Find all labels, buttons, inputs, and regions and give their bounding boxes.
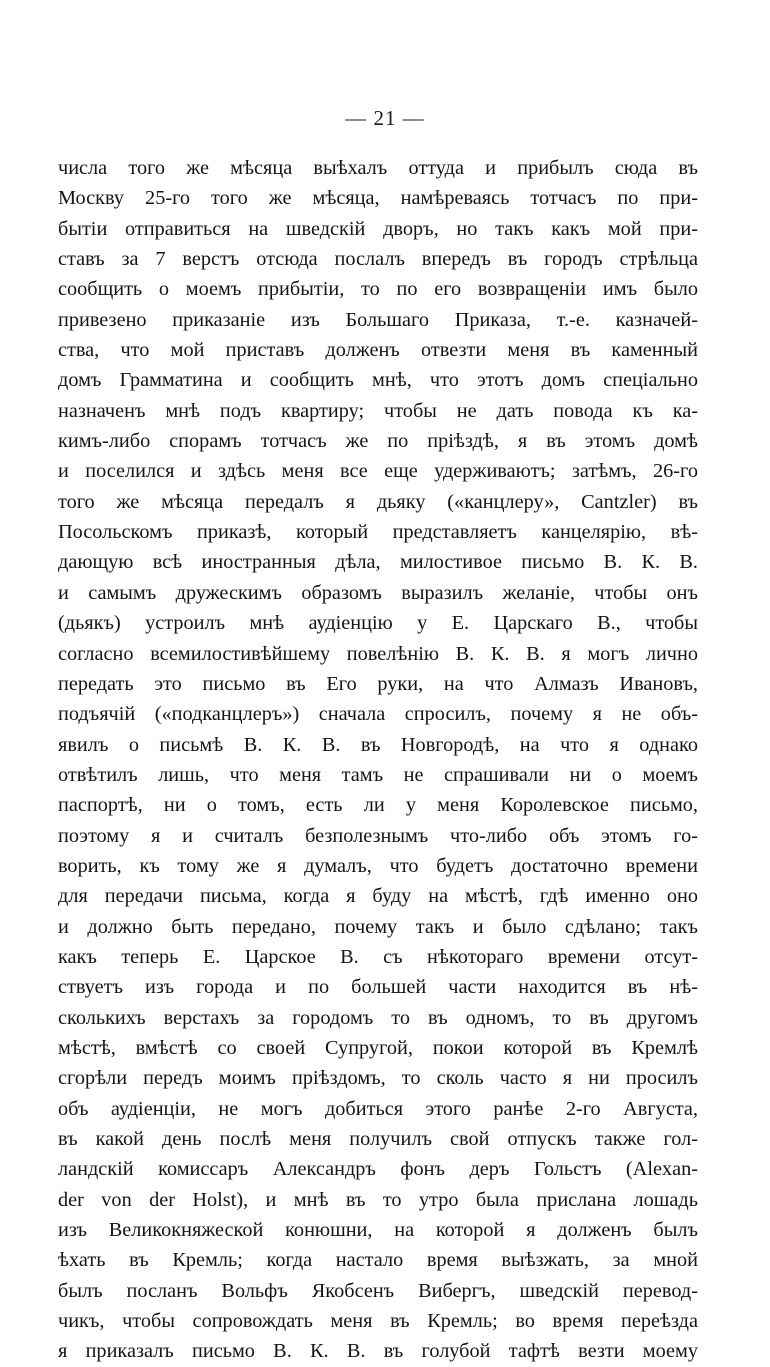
text-line: сколькихъ верстахъ за городомъ то въ одномъ, то въ другомъ (58, 1006, 698, 1029)
text-line: привезено приказаніе изъ Большаго Приказа, т.-е. казначей- (58, 308, 698, 331)
text-line: паспортѣ, ни о томъ, есть ли у меня Королевское письмо, (58, 794, 698, 817)
text-line: кимъ-либо спорамъ тотчасъ же по пріѣздѣ, я въ этомъ домѣ (58, 430, 698, 453)
text-line: числа того же мѣсяца выѣхалъ оттуда и прибылъ сюда въ (58, 157, 698, 179)
text-line: мѣстѣ, вмѣстѣ со своей Супругой, покои которой въ Кремлѣ (58, 1036, 698, 1059)
text-line: ландскій комиссаръ Александръ фонъ деръ Гольстъ (Alexan- (58, 1158, 698, 1181)
page-number: — 21 — (345, 106, 425, 130)
text-line: ства, что мой приставъ долженъ отвезти меня въ каменный (58, 339, 698, 362)
text-line: передать это письмо въ Его руки, на что Алмазъ Ивановъ, (58, 672, 698, 695)
text-line: явилъ о письмѣ В. К. В. въ Новгородѣ, на что я однако (58, 733, 698, 756)
text-line: въ какой день послѣ меня получилъ свой отпускъ также гол- (58, 1128, 698, 1150)
text-line: согласно всемилостивѣйшему повелѣнію В. К. В. я могъ лично (58, 642, 698, 665)
text-line: назначенъ мнѣ подъ квартиру; чтобы не дать повода къ ка- (58, 399, 698, 422)
text-line: для передачи письма, когда я буду на мѣстѣ, гдѣ именно оно (58, 885, 698, 908)
text-line: бытіи отправиться на шведскій дворъ, но такъ какъ мой при- (58, 217, 698, 240)
text-line: отвѣтилъ лишь, что меня тамъ не спрашивали ни о моемъ (58, 763, 698, 786)
text-line: ствуетъ изъ города и по большей части находится въ нѣ- (58, 976, 698, 999)
text-line: того же мѣсяца передалъ я дьяку («канцлеру», Cantzler) въ (58, 490, 698, 513)
text-line: der von der Holst), и мнѣ въ то утро была прислана лошадь (58, 1188, 698, 1211)
text-line: и должно быть передано, почему такъ и было сдѣлано; такъ (58, 915, 698, 938)
text-line: объ аудіенціи, не могъ добиться этого ранѣе 2-го Августа, (58, 1097, 698, 1120)
text-line: и поселился и здѣсь меня все еще удерживаютъ; затѣмъ, 26-го (58, 460, 698, 483)
text-line: Посольскомъ приказѣ, который представляетъ канцелярію, вѣ- (58, 521, 698, 544)
text-line: и самымъ дружескимъ образомъ выразилъ желаніе, чтобы онъ (58, 581, 698, 604)
text-line: сгорѣли передъ моимъ пріѣздомъ, то сколь часто я ни просилъ (58, 1067, 698, 1090)
text-line: какъ теперь Е. Царское В. съ нѣкотораго времени отсут- (58, 945, 698, 968)
text-line: Москву 25-го того же мѣсяца, намѣреваясь тотчасъ по при- (58, 187, 698, 210)
text-line: я приказалъ письмо В. К. В. въ голубой тафтѣ везти моему (58, 1340, 698, 1363)
text-line: дающую всѣ иностранныя дѣла, милостивое письмо В. К. В. (58, 551, 698, 574)
body-text (58, 153, 698, 1367)
text-line: подъячій («подканцлеръ») сначала спросилъ, почему я не объ- (58, 703, 698, 726)
text-line: домъ Грамматина и сообщить мнѣ, что этотъ домъ спеціально (58, 369, 698, 392)
text-line: поэтому я и считалъ безполезнымъ что-либо объ этомъ го- (58, 824, 698, 847)
text-line: ставъ за 7 верстъ отсюда послалъ впередъ въ городъ стрѣльца (58, 248, 698, 271)
text-line: сообщить о моемъ прибытіи, то по его возвращеніи имъ было (58, 278, 698, 301)
text-line: ворить, къ тому же я думалъ, что будетъ достаточно времени (58, 854, 698, 877)
text-line: чикъ, чтобы сопровождать меня въ Кремль; во время переѣзда (58, 1310, 698, 1333)
text-line: былъ посланъ Вольфъ Якобсенъ Вибергъ, шведскій перевод- (58, 1279, 698, 1302)
text-line: (дьякъ) устроилъ мнѣ аудіенцію у Е. Царскаго В., чтобы (58, 612, 698, 635)
text-line: ѣхать въ Кремль; когда настало время выѣзжать, за мной (58, 1249, 698, 1272)
text-line: изъ Великокняжеской конюшни, на которой я долженъ былъ (58, 1219, 698, 1242)
